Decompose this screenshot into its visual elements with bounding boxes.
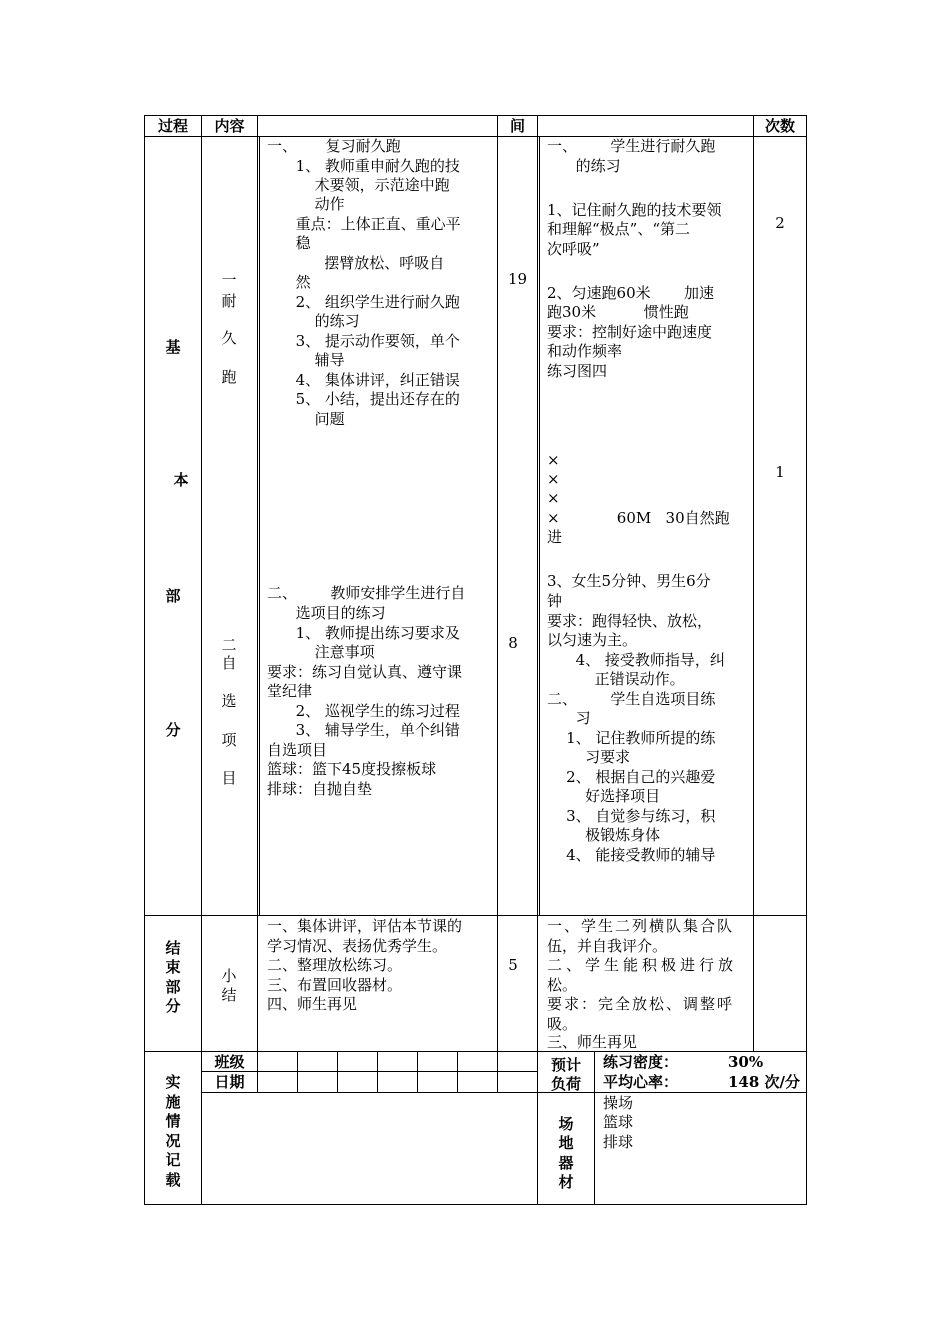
rule-bottom	[144, 1204, 807, 1205]
rule-date-bottom	[201, 1092, 807, 1093]
ending-item-label-2: 结	[221, 986, 237, 1004]
text-line: 伍，并自我评介。	[547, 937, 668, 955]
text-line: 要求：跑得轻快、放松，	[547, 612, 713, 630]
rule-col5	[753, 115, 754, 1052]
runner-mark: ×	[547, 489, 560, 507]
text-line: 学习情况、表扬优秀学生。	[267, 937, 448, 955]
text-line: 1、 教师提出练习要求及	[267, 624, 460, 642]
text-line: 注意事项	[267, 643, 375, 661]
runner-mark: × 60M 30自然跑	[547, 509, 730, 527]
record-label-5: 记	[165, 1151, 181, 1169]
item2-label-5: 目	[221, 769, 237, 787]
rule-grid-f	[457, 1051, 458, 1092]
text-line: 习要求	[547, 748, 631, 766]
ending-item-label-1: 小	[221, 967, 237, 985]
rule-grid-e	[417, 1051, 418, 1092]
rule-col2b	[259, 136, 260, 916]
item1-label-3: 久	[221, 329, 237, 347]
count-value-2: 1	[775, 463, 785, 481]
density-value: 30%	[728, 1053, 764, 1071]
record-label-2: 施	[165, 1093, 181, 1111]
text-line: 二、整理放松练习。	[267, 956, 403, 974]
text-line: 篮球：篮下45度投擦板球	[267, 760, 437, 778]
rule-col3	[497, 115, 498, 1052]
record-label-4: 况	[165, 1132, 181, 1150]
venue-item: 操场	[603, 1094, 634, 1112]
item1-label-1: 一	[221, 271, 237, 289]
text-line: 三、布置回收器材。	[267, 976, 403, 994]
rule-load-col	[594, 1051, 595, 1205]
text-line: 的练习	[547, 157, 621, 175]
load-label-1: 预计	[550, 1056, 581, 1074]
text-line: 然	[267, 273, 311, 291]
venue-label-1: 场	[558, 1115, 574, 1133]
text-line: 跑30米 惯性跑	[547, 303, 689, 321]
rule-grid-b	[297, 1051, 298, 1092]
text-line: 正错误动作。	[547, 670, 685, 688]
density-label: 练习密度：	[603, 1053, 679, 1071]
text-line: 3、 自觉参与练习，积	[547, 807, 716, 825]
text-line: 练习图四	[547, 362, 608, 380]
heart-rate-value: 148 次/分	[728, 1073, 801, 1091]
header-content: 内容	[214, 117, 245, 135]
text-line: 习	[547, 709, 591, 727]
item2-label-3: 选	[221, 692, 237, 710]
count-value-1: 2	[775, 214, 785, 232]
header-process: 过程	[157, 117, 188, 135]
record-label-1: 实	[165, 1073, 181, 1091]
venue-label-2: 地	[558, 1134, 574, 1152]
text-line: 一、学生二列横队集合队	[547, 917, 735, 935]
time-value-2: 8	[508, 634, 518, 652]
text-line: 1、 记住教师所提的练	[547, 729, 716, 747]
runner-mark: ×	[547, 451, 560, 469]
text-line: 排球：自抛自垫	[267, 780, 373, 798]
rule-grid-g	[497, 1051, 498, 1092]
text-line: 4、 能接受教师的辅导	[547, 846, 716, 864]
text-line: 要求：练习自觉认真、遵守课	[267, 663, 463, 681]
text-line: 2、匀速跑60米 加速	[547, 284, 715, 302]
text-line: 摆臂放松、呼吸自	[267, 254, 445, 272]
text-line: 1、 教师重申耐久跑的技	[267, 157, 460, 175]
text-line: 一、集体讲评，评估本节课的	[267, 917, 463, 935]
item2-label-4: 项	[221, 731, 237, 749]
ending-section-label-2: 束	[165, 958, 181, 976]
load-label-2: 负荷	[550, 1075, 581, 1093]
time-value-1: 19	[507, 270, 528, 288]
text-line: 松。	[547, 976, 578, 994]
ending-section-label-4: 分	[165, 997, 181, 1015]
text-line: 自选项目	[267, 741, 328, 759]
text-line: 吸。	[547, 1015, 578, 1033]
text-line: 一、 复习耐久跑	[267, 137, 401, 155]
text-line: 稳	[267, 234, 311, 252]
text-line: 的练习	[267, 312, 360, 330]
basic-section-label-3: 部	[165, 587, 181, 605]
text-line: 1、记住耐久跑的技术要领	[547, 201, 722, 219]
item1-label-4: 跑	[221, 368, 237, 386]
text-line: 3、 提示动作要领，单个	[267, 332, 460, 350]
text-line: 三、师生再见	[547, 1033, 638, 1051]
text-line: 重点：上体正直、重心平	[267, 215, 461, 233]
rule-left	[144, 115, 145, 1205]
date-label: 日期	[214, 1073, 245, 1091]
basic-section-label-4: 分	[165, 721, 181, 739]
ending-time: 5	[508, 956, 518, 974]
text-line: 二、 教师安排学生进行自	[267, 584, 466, 602]
rule-col4	[537, 115, 538, 1205]
text-line: 选项目的练习	[267, 604, 386, 622]
runner-mark: ×	[547, 470, 560, 488]
text-line: 和理解“极点”、“第二	[547, 220, 691, 238]
text-line: 4、 集体讲评，纠正错误	[267, 371, 460, 389]
text-line: 要求：完全放松、调整呼	[547, 995, 735, 1013]
text-line: 3、女生5分钟、男生6分	[547, 572, 711, 590]
text-line: 一、 学生进行耐久跑	[547, 137, 716, 155]
text-line: 2、 巡视学生的练习过程	[267, 702, 460, 720]
text-line: 堂纪律	[267, 682, 313, 700]
rule-grid-c	[337, 1051, 338, 1092]
text-line: 钟	[547, 592, 563, 610]
ending-section-label-3: 部	[165, 978, 181, 996]
text-line: 好选择项目	[547, 787, 661, 805]
rule-basic-bottom	[144, 915, 807, 916]
text-line: 辅导	[267, 351, 345, 369]
text-line: 次呼吸”	[547, 240, 600, 258]
basic-section-label-1: 基	[165, 338, 181, 356]
text-line: 四、师生再见	[267, 995, 358, 1013]
class-label: 班级	[214, 1053, 245, 1071]
venue-item: 篮球	[603, 1113, 634, 1131]
header-count: 次数	[764, 117, 795, 135]
ending-section-label-1: 结	[165, 939, 181, 957]
record-label-6: 载	[165, 1171, 181, 1189]
venue-item: 排球	[603, 1133, 634, 1151]
rule-col1	[201, 115, 202, 1205]
heart-rate-label: 平均心率：	[603, 1073, 679, 1091]
text-line: 5、 小结，提出还存在的	[267, 390, 460, 408]
item2-label-1: 二	[221, 636, 237, 654]
text-line: 和动作频率	[547, 342, 623, 360]
text-line: 2、 组织学生进行耐久跑	[267, 293, 460, 311]
venue-label-3: 器	[558, 1154, 574, 1172]
text-line: 问题	[267, 410, 345, 428]
text-line: 二、 学生自选项目练	[547, 690, 716, 708]
text-line: 3、 辅导学生，单个纠错	[267, 721, 460, 739]
rule-col2	[257, 115, 258, 1052]
text-line: 以匀速为主。	[547, 631, 638, 649]
rule-ending-bottom	[144, 1051, 807, 1052]
header-time: 间	[509, 117, 525, 135]
text-line: 术要领，示范途中跑	[267, 176, 450, 194]
basic-section-label-2: 本	[173, 471, 189, 489]
rule-col4b	[539, 136, 540, 916]
text-line: 2、 根据自己的兴趣爱	[547, 768, 716, 786]
item1-label-2: 耐	[221, 292, 237, 310]
text-line: 要求：控制好途中跑速度	[547, 323, 713, 341]
text-line: 4、 接受教师指导，纠	[547, 651, 725, 669]
record-label-3: 情	[165, 1112, 181, 1130]
text-line: 动作	[267, 195, 345, 213]
rule-grid-d	[377, 1051, 378, 1092]
item2-label-2: 自	[221, 654, 237, 672]
text-line: 极锻炼身体	[547, 826, 661, 844]
venue-label-4: 材	[558, 1173, 574, 1191]
diagram-line: 进	[547, 528, 563, 546]
rule-right	[806, 115, 807, 1205]
text-line: 二、学生能积极进行放	[547, 956, 738, 974]
rule-top	[144, 115, 807, 116]
rule-grid-a	[257, 1051, 258, 1092]
